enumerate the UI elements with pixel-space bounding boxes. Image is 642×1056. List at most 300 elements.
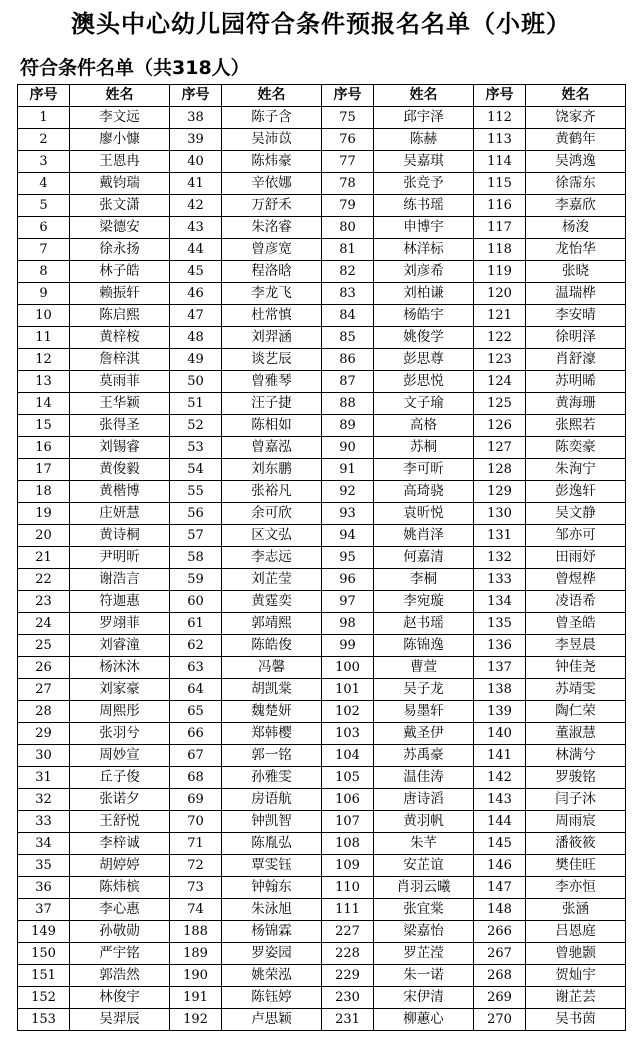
student-number-cell: 75 [322, 107, 374, 129]
student-number-cell: 96 [322, 569, 374, 591]
student-number-cell: 61 [170, 613, 222, 635]
table-row [18, 833, 626, 855]
student-number-cell: 44 [170, 239, 222, 261]
column-header-number: 序号 [322, 85, 374, 107]
student-name-cell: 黄诗桐 [70, 525, 170, 547]
student-number-cell: 269 [474, 987, 526, 1009]
student-name-cell: 吴嘉琪 [374, 151, 474, 173]
student-number-cell: 49 [170, 349, 222, 371]
student-number-cell: 150 [18, 943, 70, 965]
student-number-cell: 139 [474, 701, 526, 723]
student-name-cell: 罗芷滢 [374, 943, 474, 965]
student-number-cell: 103 [322, 723, 374, 745]
student-name-cell: 梁德安 [70, 217, 170, 239]
student-name-cell: 曾煜桦 [526, 569, 626, 591]
student-number-cell: 56 [170, 503, 222, 525]
table-row [18, 569, 626, 591]
student-name-cell: 孙敬勋 [70, 921, 170, 943]
student-number-cell: 100 [322, 657, 374, 679]
student-name-cell: 张宜棠 [374, 899, 474, 921]
table-row [18, 1009, 626, 1031]
student-name-cell: 房语航 [222, 789, 322, 811]
student-name-cell: 郑韩樱 [222, 723, 322, 745]
student-number-cell: 45 [170, 261, 222, 283]
student-name-cell: 陈胤弘 [222, 833, 322, 855]
student-name-cell: 温瑞桦 [526, 283, 626, 305]
student-number-cell: 142 [474, 767, 526, 789]
student-name-cell: 安芷谊 [374, 855, 474, 877]
student-number-cell: 46 [170, 283, 222, 305]
student-number-cell: 79 [322, 195, 374, 217]
student-name-cell: 吴沛苡 [222, 129, 322, 151]
student-number-cell: 30 [18, 745, 70, 767]
student-name-cell: 罗骏铭 [526, 767, 626, 789]
student-number-cell: 77 [322, 151, 374, 173]
student-number-cell: 122 [474, 327, 526, 349]
student-name-cell: 宋伊清 [374, 987, 474, 1009]
student-number-cell: 69 [170, 789, 222, 811]
student-name-cell: 周妙宣 [70, 745, 170, 767]
student-name-cell: 陈钰婷 [222, 987, 322, 1009]
student-number-cell: 38 [170, 107, 222, 129]
column-header-number: 序号 [170, 85, 222, 107]
column-header-name: 姓名 [70, 85, 170, 107]
student-number-cell: 50 [170, 371, 222, 393]
column-header-name: 姓名 [374, 85, 474, 107]
student-name-cell: 钟凯智 [222, 811, 322, 833]
student-name-cell: 李梓诚 [70, 833, 170, 855]
student-number-cell: 102 [322, 701, 374, 723]
student-number-cell: 110 [322, 877, 374, 899]
table-row [18, 723, 626, 745]
student-name-cell: 罗翊菲 [70, 613, 170, 635]
student-name-cell: 张裕凡 [222, 481, 322, 503]
student-number-cell: 32 [18, 789, 70, 811]
student-name-cell: 周雨宸 [526, 811, 626, 833]
student-number-cell: 84 [322, 305, 374, 327]
student-number-cell: 107 [322, 811, 374, 833]
student-number-cell: 64 [170, 679, 222, 701]
student-name-cell: 覃雯钰 [222, 855, 322, 877]
student-name-cell: 李龙飞 [222, 283, 322, 305]
student-name-cell: 朱洺睿 [222, 217, 322, 239]
student-number-cell: 117 [474, 217, 526, 239]
table-row [18, 393, 626, 415]
student-number-cell: 36 [18, 877, 70, 899]
student-number-cell: 62 [170, 635, 222, 657]
student-name-cell: 余可欣 [222, 503, 322, 525]
student-number-cell: 98 [322, 613, 374, 635]
student-number-cell: 89 [322, 415, 374, 437]
student-name-cell: 孙雅雯 [222, 767, 322, 789]
student-name-cell: 胡婷婷 [70, 855, 170, 877]
table-row [18, 701, 626, 723]
table-row [18, 459, 626, 481]
student-name-cell: 苏桐 [374, 437, 474, 459]
student-number-cell: 65 [170, 701, 222, 723]
student-name-cell: 李可昕 [374, 459, 474, 481]
student-name-cell: 凌语希 [526, 591, 626, 613]
student-number-cell: 10 [18, 305, 70, 327]
student-number-cell: 48 [170, 327, 222, 349]
student-number-cell: 33 [18, 811, 70, 833]
student-name-cell: 曹萱 [374, 657, 474, 679]
student-number-cell: 35 [18, 855, 70, 877]
student-name-cell: 温佳涛 [374, 767, 474, 789]
student-name-cell: 文子瑜 [374, 393, 474, 415]
student-number-cell: 3 [18, 151, 70, 173]
student-number-cell: 101 [322, 679, 374, 701]
student-name-cell: 吴子龙 [374, 679, 474, 701]
student-number-cell: 135 [474, 613, 526, 635]
student-name-cell: 陈奕豪 [526, 437, 626, 459]
student-number-cell: 54 [170, 459, 222, 481]
student-name-cell: 姚荣泓 [222, 965, 322, 987]
table-row [18, 767, 626, 789]
student-name-cell: 田雨妤 [526, 547, 626, 569]
student-number-cell: 95 [322, 547, 374, 569]
table-row [18, 349, 626, 371]
student-name-cell: 陈炜槟 [70, 877, 170, 899]
student-name-cell: 林满兮 [526, 745, 626, 767]
student-name-cell: 彭思悦 [374, 371, 474, 393]
student-number-cell: 228 [322, 943, 374, 965]
student-name-cell: 潘筱筱 [526, 833, 626, 855]
student-name-cell: 李桐 [374, 569, 474, 591]
student-number-cell: 91 [322, 459, 374, 481]
student-name-cell: 陶仁荣 [526, 701, 626, 723]
student-number-cell: 190 [170, 965, 222, 987]
student-number-cell: 73 [170, 877, 222, 899]
student-number-cell: 112 [474, 107, 526, 129]
student-number-cell: 104 [322, 745, 374, 767]
student-name-cell: 庄妍慧 [70, 503, 170, 525]
student-number-cell: 42 [170, 195, 222, 217]
table-row [18, 745, 626, 767]
student-name-cell: 郭一铭 [222, 745, 322, 767]
table-row [18, 107, 626, 129]
student-number-cell: 131 [474, 525, 526, 547]
student-number-cell: 12 [18, 349, 70, 371]
student-number-cell: 92 [322, 481, 374, 503]
table-row [18, 547, 626, 569]
student-name-cell: 陈相如 [222, 415, 322, 437]
page-title: 澳头中心幼儿园符合条件预报名名单（小班） [71, 10, 571, 38]
student-name-cell: 杨锦霖 [222, 921, 322, 943]
student-name-cell: 张文潇 [70, 195, 170, 217]
student-name-cell: 吴羿辰 [70, 1009, 170, 1031]
student-number-cell: 144 [474, 811, 526, 833]
student-name-cell: 曾驰颢 [526, 943, 626, 965]
student-name-cell: 李安晴 [526, 305, 626, 327]
student-name-cell: 詹梓淇 [70, 349, 170, 371]
student-number-cell: 78 [322, 173, 374, 195]
student-name-cell: 樊佳旺 [526, 855, 626, 877]
student-name-cell: 饶家齐 [526, 107, 626, 129]
column-header-number: 序号 [18, 85, 70, 107]
student-name-cell: 黄霆奕 [222, 591, 322, 613]
student-number-cell: 133 [474, 569, 526, 591]
table-row [18, 415, 626, 437]
student-name-cell: 尹明昕 [70, 547, 170, 569]
student-name-cell: 张竞予 [374, 173, 474, 195]
student-number-cell: 148 [474, 899, 526, 921]
student-name-cell: 黄海珊 [526, 393, 626, 415]
student-number-cell: 17 [18, 459, 70, 481]
student-name-cell: 李嘉欣 [526, 195, 626, 217]
student-name-cell: 黄俊毅 [70, 459, 170, 481]
student-name-cell: 钟佳尧 [526, 657, 626, 679]
student-name-cell: 唐诗滔 [374, 789, 474, 811]
student-name-cell: 林俊宇 [70, 987, 170, 1009]
student-number-cell: 266 [474, 921, 526, 943]
student-number-cell: 151 [18, 965, 70, 987]
student-name-cell: 徐霈东 [526, 173, 626, 195]
student-name-cell: 廖小慷 [70, 129, 170, 151]
student-number-cell: 105 [322, 767, 374, 789]
student-name-cell: 丘子俊 [70, 767, 170, 789]
student-name-cell: 汪子捷 [222, 393, 322, 415]
student-number-cell: 88 [322, 393, 374, 415]
student-name-cell: 吴书茵 [526, 1009, 626, 1031]
student-number-cell: 43 [170, 217, 222, 239]
student-number-cell: 229 [322, 965, 374, 987]
student-name-cell: 肖羽云曦 [374, 877, 474, 899]
table-row [18, 261, 626, 283]
student-number-cell: 11 [18, 327, 70, 349]
student-number-cell: 15 [18, 415, 70, 437]
student-name-cell: 郭靖熙 [222, 613, 322, 635]
student-name-cell: 姚肖泽 [374, 525, 474, 547]
student-number-cell: 19 [18, 503, 70, 525]
student-number-cell: 127 [474, 437, 526, 459]
table-row [18, 239, 626, 261]
student-name-cell: 黄楷博 [70, 481, 170, 503]
student-name-cell: 谢浩言 [70, 569, 170, 591]
student-name-cell: 朱一诺 [374, 965, 474, 987]
student-name-cell: 邹亦可 [526, 525, 626, 547]
student-number-cell: 70 [170, 811, 222, 833]
student-name-cell: 李心惠 [70, 899, 170, 921]
student-number-cell: 60 [170, 591, 222, 613]
student-number-cell: 80 [322, 217, 374, 239]
list-subtitle: 符合条件名单（共318人） [20, 57, 250, 79]
column-header-name: 姓名 [526, 85, 626, 107]
student-number-cell: 267 [474, 943, 526, 965]
student-name-cell: 刘彦希 [374, 261, 474, 283]
student-number-cell: 149 [18, 921, 70, 943]
student-name-cell: 魏楚妍 [222, 701, 322, 723]
student-name-cell: 刘家豪 [70, 679, 170, 701]
student-name-cell: 杜常慎 [222, 305, 322, 327]
student-name-cell: 肖舒濠 [526, 349, 626, 371]
student-name-cell: 王华颖 [70, 393, 170, 415]
student-name-cell: 黄鹤年 [526, 129, 626, 151]
student-name-cell: 贺灿宇 [526, 965, 626, 987]
table-row [18, 327, 626, 349]
table-row [18, 965, 626, 987]
student-name-cell: 申博宇 [374, 217, 474, 239]
student-name-cell: 郭浩然 [70, 965, 170, 987]
student-name-cell: 吴鸿逸 [526, 151, 626, 173]
student-number-cell: 55 [170, 481, 222, 503]
student-number-cell: 34 [18, 833, 70, 855]
student-name-cell: 苏明晞 [526, 371, 626, 393]
student-name-cell: 袁昕悦 [374, 503, 474, 525]
student-number-cell: 130 [474, 503, 526, 525]
student-name-cell: 曾圣皓 [526, 613, 626, 635]
student-number-cell: 119 [474, 261, 526, 283]
table-row [18, 679, 626, 701]
table-row [18, 591, 626, 613]
student-number-cell: 28 [18, 701, 70, 723]
student-name-cell: 胡凯棠 [222, 679, 322, 701]
table-row [18, 195, 626, 217]
student-name-cell: 朱洵宁 [526, 459, 626, 481]
student-number-cell: 140 [474, 723, 526, 745]
student-name-cell: 张诺夕 [70, 789, 170, 811]
student-number-cell: 152 [18, 987, 70, 1009]
student-number-cell: 72 [170, 855, 222, 877]
student-number-cell: 118 [474, 239, 526, 261]
student-number-cell: 26 [18, 657, 70, 679]
student-number-cell: 268 [474, 965, 526, 987]
table-row [18, 173, 626, 195]
student-number-cell: 147 [474, 877, 526, 899]
student-number-cell: 192 [170, 1009, 222, 1031]
student-number-cell: 8 [18, 261, 70, 283]
student-name-cell: 徐明泽 [526, 327, 626, 349]
student-number-cell: 20 [18, 525, 70, 547]
student-number-cell: 82 [322, 261, 374, 283]
student-name-cell: 曾雅琴 [222, 371, 322, 393]
table-row [18, 217, 626, 239]
student-name-cell: 戴圣伊 [374, 723, 474, 745]
student-name-cell: 刘睿潼 [70, 635, 170, 657]
student-number-cell: 227 [322, 921, 374, 943]
student-name-cell: 苏禹豪 [374, 745, 474, 767]
student-name-cell: 陈子含 [222, 107, 322, 129]
student-number-cell: 94 [322, 525, 374, 547]
student-number-cell: 270 [474, 1009, 526, 1031]
student-number-cell: 120 [474, 283, 526, 305]
student-name-cell: 周熙彤 [70, 701, 170, 723]
student-number-cell: 66 [170, 723, 222, 745]
student-number-cell: 111 [322, 899, 374, 921]
student-number-cell: 74 [170, 899, 222, 921]
table-header-row [18, 85, 626, 107]
student-name-cell: 王舒悦 [70, 811, 170, 833]
student-number-cell: 24 [18, 613, 70, 635]
table-row [18, 503, 626, 525]
table-row [18, 987, 626, 1009]
student-number-cell: 41 [170, 173, 222, 195]
student-number-cell: 31 [18, 767, 70, 789]
student-number-cell: 47 [170, 305, 222, 327]
student-number-cell: 67 [170, 745, 222, 767]
table-row [18, 899, 626, 921]
student-name-cell: 万舒禾 [222, 195, 322, 217]
student-number-cell: 146 [474, 855, 526, 877]
student-number-cell: 37 [18, 899, 70, 921]
student-name-cell: 杨沐沐 [70, 657, 170, 679]
student-name-cell: 刘柏谦 [374, 283, 474, 305]
student-name-cell: 李宛璇 [374, 591, 474, 613]
student-number-cell: 2 [18, 129, 70, 151]
student-number-cell: 14 [18, 393, 70, 415]
student-number-cell: 136 [474, 635, 526, 657]
table-row [18, 437, 626, 459]
student-name-cell: 谢芷芸 [526, 987, 626, 1009]
student-name-cell: 张熙若 [526, 415, 626, 437]
student-name-cell: 曾彦宽 [222, 239, 322, 261]
student-number-cell: 188 [170, 921, 222, 943]
table-row [18, 921, 626, 943]
student-number-cell: 116 [474, 195, 526, 217]
student-name-cell: 张晓 [526, 261, 626, 283]
student-name-cell: 戴钧瑞 [70, 173, 170, 195]
student-name-cell: 张涵 [526, 899, 626, 921]
student-number-cell: 1 [18, 107, 70, 129]
student-number-cell: 143 [474, 789, 526, 811]
student-number-cell: 85 [322, 327, 374, 349]
student-name-cell: 杨浚 [526, 217, 626, 239]
table-row [18, 943, 626, 965]
student-number-cell: 76 [322, 129, 374, 151]
student-name-cell: 吕恩庭 [526, 921, 626, 943]
table-row [18, 305, 626, 327]
student-name-cell: 曾嘉泓 [222, 437, 322, 459]
student-name-cell: 易墨轩 [374, 701, 474, 723]
student-name-cell: 辛依娜 [222, 173, 322, 195]
table-row [18, 151, 626, 173]
student-name-cell: 林子皓 [70, 261, 170, 283]
table-row [18, 855, 626, 877]
student-number-cell: 25 [18, 635, 70, 657]
table-row [18, 811, 626, 833]
student-number-cell: 27 [18, 679, 70, 701]
student-number-cell: 22 [18, 569, 70, 591]
table-row [18, 789, 626, 811]
student-name-cell: 李文远 [70, 107, 170, 129]
table-row [18, 283, 626, 305]
student-number-cell: 6 [18, 217, 70, 239]
student-number-cell: 230 [322, 987, 374, 1009]
student-name-cell: 邱宇泽 [374, 107, 474, 129]
student-name-cell: 区文弘 [222, 525, 322, 547]
table-row [18, 129, 626, 151]
student-name-cell: 钟翰东 [222, 877, 322, 899]
student-number-cell: 125 [474, 393, 526, 415]
student-number-cell: 115 [474, 173, 526, 195]
student-name-cell: 李昱晨 [526, 635, 626, 657]
student-number-cell: 138 [474, 679, 526, 701]
student-name-cell: 陈启熙 [70, 305, 170, 327]
student-number-cell: 153 [18, 1009, 70, 1031]
student-name-cell: 杨皓宇 [374, 305, 474, 327]
student-name-cell: 李亦恒 [526, 877, 626, 899]
student-number-cell: 7 [18, 239, 70, 261]
column-header-number: 序号 [474, 85, 526, 107]
student-name-cell: 彭思尊 [374, 349, 474, 371]
student-name-cell: 陈赫 [374, 129, 474, 151]
student-number-cell: 53 [170, 437, 222, 459]
table-body [18, 107, 626, 1031]
student-number-cell: 137 [474, 657, 526, 679]
student-number-cell: 13 [18, 371, 70, 393]
student-number-cell: 121 [474, 305, 526, 327]
student-name-cell: 柳蕙心 [374, 1009, 474, 1031]
